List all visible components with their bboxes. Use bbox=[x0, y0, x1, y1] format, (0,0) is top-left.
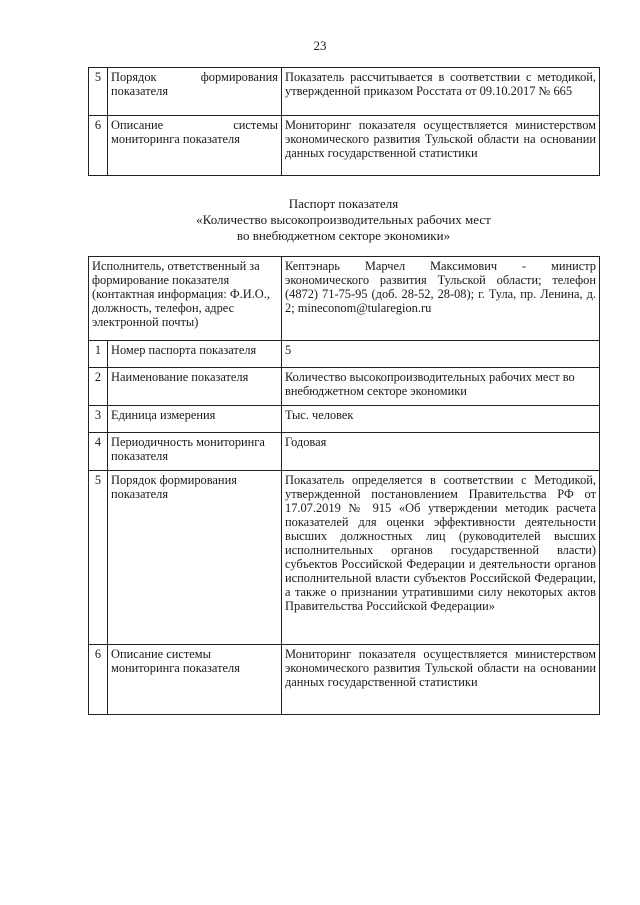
row-value: 5 bbox=[282, 341, 600, 368]
row-number: 1 bbox=[89, 341, 108, 368]
row-label: Порядок формирования показателя bbox=[108, 471, 282, 645]
row-number: 5 bbox=[89, 68, 108, 116]
row-label: Единица измерения bbox=[108, 406, 282, 433]
passport-subtitle-line2: во внебюджетном секторе экономики» bbox=[236, 228, 451, 243]
row-label: Номер паспорта показателя bbox=[108, 341, 282, 368]
row-value: Показатель определяется в соответствии с Методикой, утвержденной постановлением Правительства РФ от 17.07.2019 № 915 «Об утверждении методик расчета показателей для оценки эффективности деятельности высших должностных лиц (руководителей высших исполнительных органов государственной власти) субъектов Российской Федерации и деятельности органов исполнительной власти субъектов Российской Федерации, а также о признании утратившими силу некоторых актов Правительства Российской Федерации» bbox=[282, 471, 600, 645]
row-value: Количество высокопроизводительных рабочих мест во внебюджетном секторе экономики bbox=[282, 368, 600, 406]
passport-subtitle-line1: «Количество высокопроизводительных рабочих мест bbox=[196, 212, 491, 227]
row-number: 4 bbox=[89, 433, 108, 471]
row-number: 6 bbox=[89, 645, 108, 715]
row-label: Периодичность мониторинга показателя bbox=[108, 433, 282, 471]
table-row bbox=[89, 471, 600, 645]
table-row bbox=[89, 116, 600, 176]
table-row bbox=[89, 368, 600, 406]
page-number: 23 bbox=[313, 38, 327, 53]
row-label: Описание системы мониторинга показателя bbox=[108, 645, 282, 715]
table-row bbox=[89, 645, 600, 715]
row-number: 2 bbox=[89, 368, 108, 406]
executor-value: Кептэнарь Марчел Максимович - министр экономического развития Тульской области; телефон (4872) 71-75-95 (доб. 28-52, 28-08); г. Тула, пр. Ленина, д. 2; mineconom@tularegion.ru bbox=[282, 257, 600, 341]
passport-title: Паспорт показателя bbox=[288, 196, 399, 211]
row-label: Наименование показателя bbox=[108, 368, 282, 406]
row-value: Годовая bbox=[282, 433, 600, 471]
row-value: Тыс. человек bbox=[282, 406, 600, 433]
table-row bbox=[89, 68, 600, 116]
passport-table bbox=[88, 256, 600, 715]
executor-row bbox=[89, 257, 600, 341]
continued-indicator-table bbox=[88, 67, 600, 176]
row-value: Мониторинг показателя осуществляется министерством экономического развития Тульской области на основании данных государственной статистики bbox=[282, 645, 600, 715]
row-value: Мониторинг показателя осуществляется министерством экономического развития Тульской области на основании данных государственной статистики bbox=[282, 116, 600, 176]
passport-heading bbox=[88, 196, 599, 244]
row-label: Порядок формирования показателя bbox=[108, 68, 282, 116]
row-number: 6 bbox=[89, 116, 108, 176]
row-number: 3 bbox=[89, 406, 108, 433]
table-row bbox=[89, 406, 600, 433]
table-row bbox=[89, 433, 600, 471]
row-value: Показатель рассчитывается в соответствии с методикой, утвержденной приказом Росстата от 09.10.2017 № 665 bbox=[282, 68, 600, 116]
row-number: 5 bbox=[89, 471, 108, 645]
row-label: Описание системы мониторинга показателя bbox=[108, 116, 282, 176]
executor-label: Исполнитель, ответственный за формирование показателя (контактная информация: Ф.И.О., должность, телефон, адрес электронной почты) bbox=[89, 257, 282, 341]
table-row bbox=[89, 341, 600, 368]
